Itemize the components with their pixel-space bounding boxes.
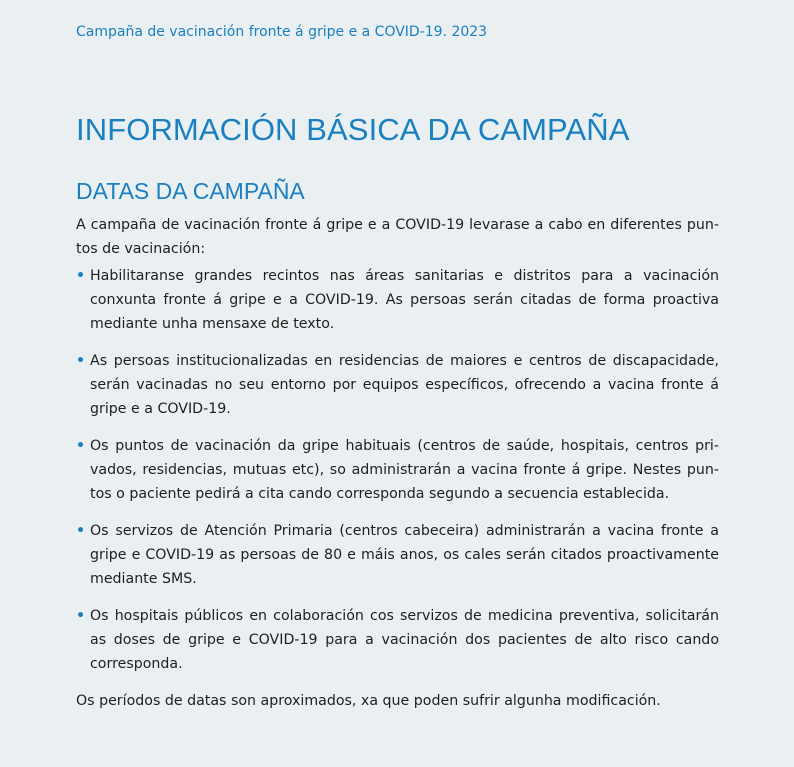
bullet-icon: • [76, 438, 86, 454]
vaccination-points-list [76, 264, 719, 676]
list-item [76, 604, 719, 676]
bullet-icon: • [76, 523, 86, 539]
section-body [76, 213, 719, 713]
running-header: Campaña de vacinación fronte á gripe e a COVID-19. 2023 [76, 24, 488, 40]
list-item-text: Os puntos de vacinación da gripe habituais (centros de saúde, hospitais, centros privados, residencias, mutuas etc), so administrarán a vacina fronte á gripe. Nestes puntos o paciente pedirá a cita cando corresponda segundo a secuencia establecida. [90, 438, 719, 502]
section-title: DATAS DA CAMPAÑA [76, 178, 305, 204]
list-item [76, 434, 719, 506]
bullet-icon: • [76, 608, 86, 624]
list-item [76, 519, 719, 591]
closing-paragraph: Os períodos de datas son aproximados, xa que poden sufrir algunha modificación. [76, 693, 661, 709]
list-item-text: Os hospitais públicos en colaboración cos servizos de medicina preventiva, solicitarán as doses de gripe e COVID-19 para a vacinación dos pacientes de alto risco cando corresponda. [90, 608, 719, 672]
list-item-text: As persoas institucionalizadas en residencias de maiores e centros de discapacidade, serán vacinadas no seu entorno por equipos específicos, ofrecendo a vacina fronte á gripe e a COVID-19. [90, 353, 719, 417]
intro-paragraph: A campaña de vacinación fronte á gripe e a COVID-19 levarase a cabo en diferentes puntos de vacinación: [76, 217, 719, 257]
list-item [76, 264, 719, 336]
bullet-icon: • [76, 268, 86, 284]
list-item-text: Os servizos de Atención Primaria (centros cabeceira) administrarán a vacina fronte a gripe e COVID-19 as persoas de 80 e máis anos, os cales serán citados proactivamente mediante SMS. [90, 523, 719, 587]
list-item [76, 349, 719, 421]
bullet-icon: • [76, 353, 86, 369]
list-item-text: Habilitaranse grandes recintos nas áreas sanitarias e distritos para a vacinación conxunta fronte á gripe e a COVID-19. As persoas serán citadas de forma proactiva mediante unha mensaxe de texto. [90, 268, 719, 332]
page-title: INFORMACIÓN BÁSICA DA CAMPAÑA [76, 112, 630, 147]
